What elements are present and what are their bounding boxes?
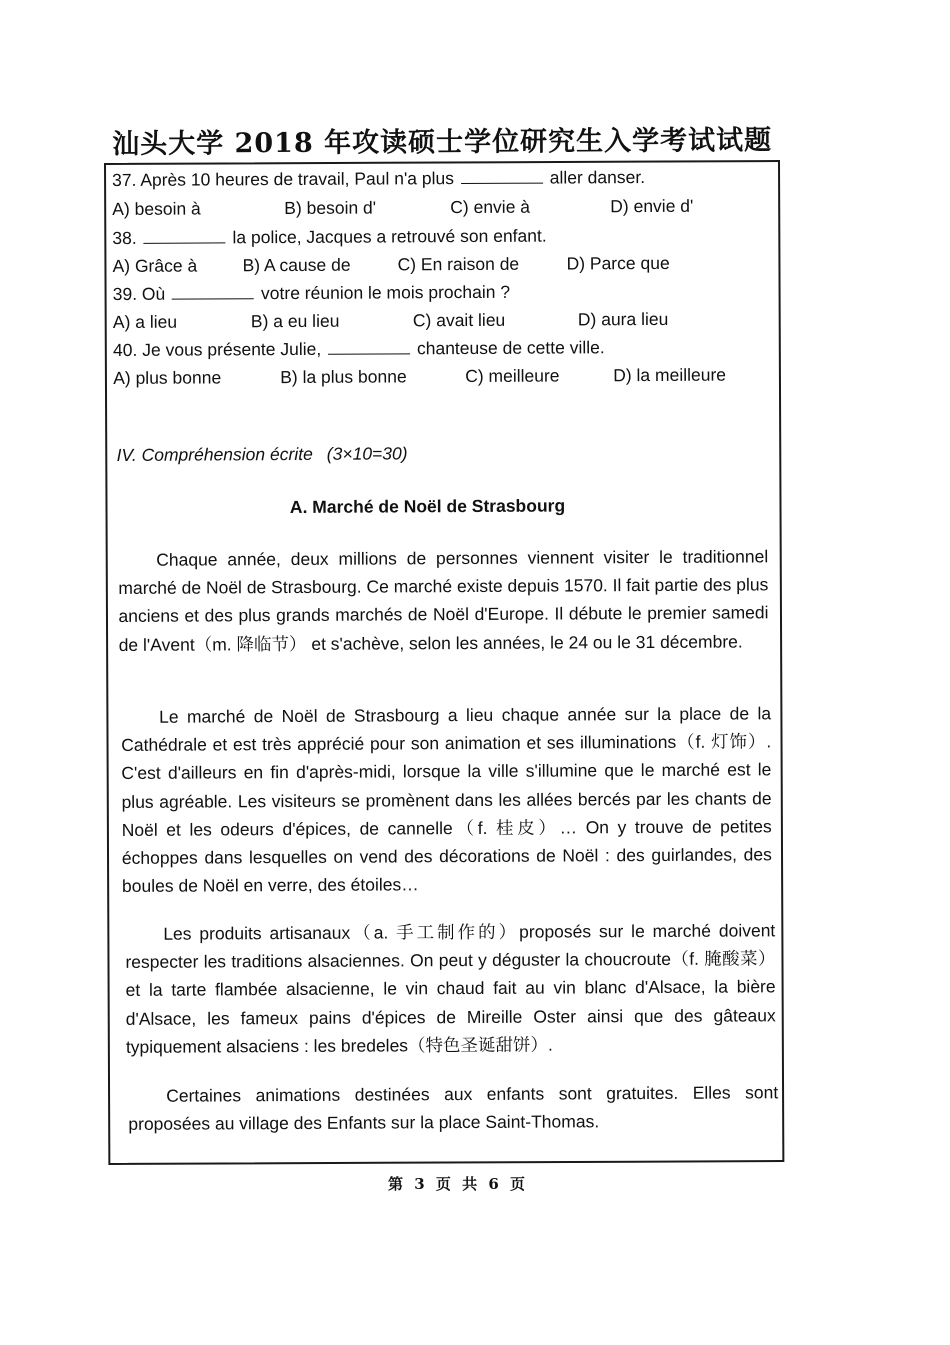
passage-paragraph-1: Chaque année, deux millions de personnes viennent visiter le traditionnel marché de Noël de Strasbourg. Ce marché existe depuis 1570. Il fait partie des plus anciens et des plus grands marchés de Noël d'Europe. Il débute le premier samedi de l'Avent（m. 降临节） et s'achève, selon les années, le 24 ou le 31 décembre.	[118, 546, 769, 655]
answer-blank	[172, 284, 254, 299]
passage-paragraph-2: Le marché de Noël de Strasbourg a lieu chaque année sur la place de la Cathédrale et est très apprécié pour son animation et ses illuminations（f. 灯饰）. C'est d'ailleurs en fin d'après-midi, lorsque la ville s'illumine que le marché est le plus agréable. Les visiteurs se promènent dans les allées bercés par les chants de Noël et les odeurs d'épices, de cannelle（f. 桂皮）… On y trouve de petites échoppes dans lesquelles on vend des décorations de Noël : des guirlandes, des boules de Noël en verre, des étoiles…	[121, 703, 772, 897]
section-heading	[117, 443, 408, 466]
question-40-option-a: A) plus bonne	[113, 367, 222, 388]
question-37-option-c: C) envie à	[450, 196, 531, 218]
question-37-stem-start: 37. Après 10 heures de travail, Paul n'a plus	[112, 168, 455, 190]
passage-paragraph-4: Certaines animations destinées aux enfants sont gratuites. Elles sont proposées au village des Enfants sur la place Saint-Thomas.	[128, 1082, 779, 1135]
passage-title: A. Marché de Noël de Strasbourg	[289, 495, 566, 518]
answer-blank	[144, 228, 226, 243]
question-40-option-b: B) la plus bonne	[280, 366, 407, 388]
answer-blank	[328, 339, 410, 354]
question-38-option-a: A) Grâce à	[112, 255, 198, 276]
question-39-option-c: C) avait lieu	[412, 309, 506, 331]
question-38-option-c: C) En raison de	[397, 253, 520, 275]
question-37-stem-end: aller danser.	[549, 167, 646, 188]
section-score: (3×10=30)	[326, 443, 408, 464]
passage-paragraph-3: Les produits artisanaux（a. 手工制作的）proposés sur le marché doivent respecter les traditions alsaciennes. On peut y déguster la choucroute（f. 腌酸菜）et la tarte flambée alsacienne, le vin chaud fait au vin blanc d'Alsace, la bière d'Alsace, les fameux pains d'épices de Mireille Oster ainsi que des gâteaux typiquement alsaciens : les bredeles（特色圣诞甜饼）.	[125, 920, 776, 1057]
exam-title: 汕头大学 2018 年攻读硕士学位研究生入学考试试题	[112, 124, 773, 160]
question-37-option-d: D) envie d'	[610, 195, 694, 217]
question-39-option-a: A) a lieu	[112, 311, 178, 332]
page-number: 第 3 页 共 6 页	[388, 1175, 528, 1193]
question-37	[112, 166, 645, 191]
question-39-option-d: D) aura lieu	[577, 308, 669, 330]
answer-blank	[461, 169, 543, 184]
question-39	[113, 281, 510, 305]
question-39-stem-end: votre réunion le mois prochain ?	[260, 281, 511, 304]
question-38-stem-end: la police, Jacques a retrouvé son enfant.	[232, 225, 547, 248]
question-39-option-b: B) a eu lieu	[250, 310, 340, 332]
question-40-option-d: D) la meilleure	[613, 364, 727, 386]
question-38-stem-start: 38.	[112, 227, 137, 248]
question-39-stem-start: 39. Où	[112, 283, 166, 304]
question-38-option-b: B) A cause de	[242, 254, 351, 276]
question-40-stem-start: 40. Je vous présente Julie,	[112, 338, 322, 360]
question-37-option-a: A) besoin à	[112, 198, 201, 219]
question-37-option-b: B) besoin d'	[284, 197, 377, 219]
question-38-option-d: D) Parce que	[566, 252, 670, 274]
question-38	[112, 225, 546, 249]
question-40	[113, 336, 605, 361]
question-40-option-c: C) meilleure	[465, 365, 560, 387]
question-40-stem-end: chanteuse de cette ville.	[416, 337, 605, 359]
section-label: IV. Compréhension écrite	[116, 443, 313, 465]
